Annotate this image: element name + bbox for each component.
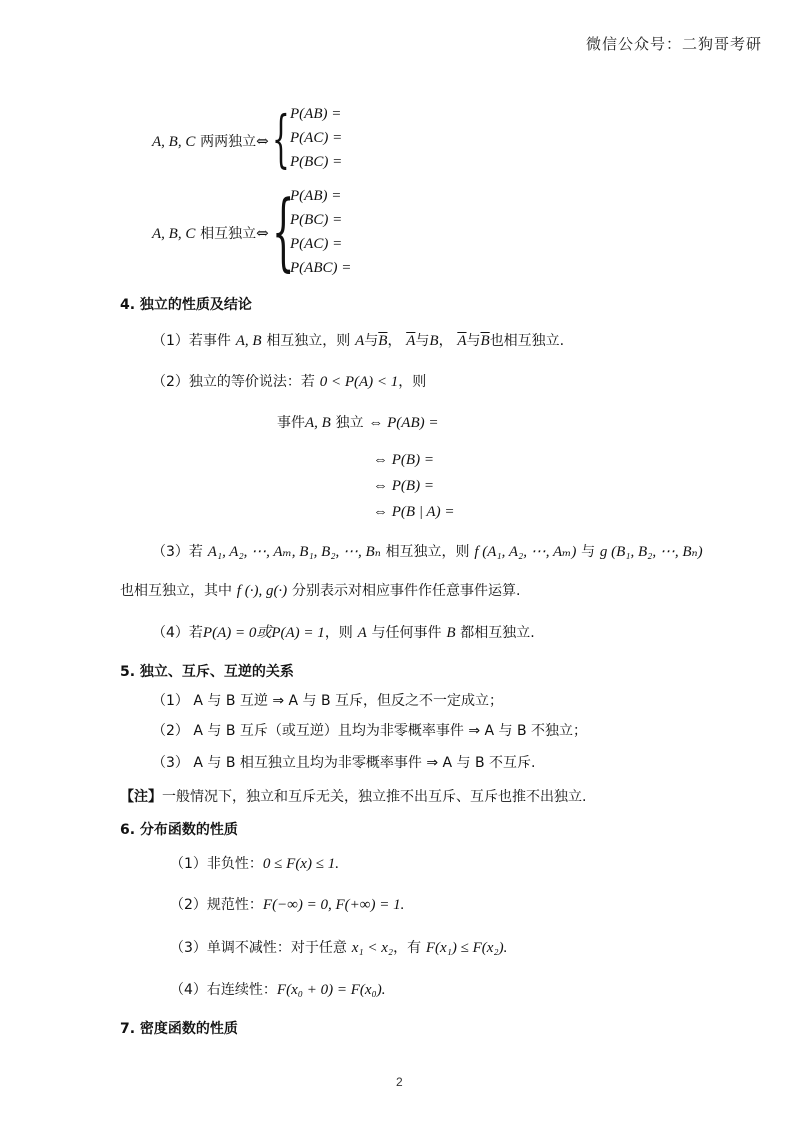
s4i2-suffix: ，则: [398, 374, 427, 390]
section-6-item-2: [170, 894, 404, 915]
s4i4-cond: P(A) = 0或P(A) = 1: [202, 625, 325, 641]
s4i2-eq-2: ⇔ P(B) =: [373, 452, 434, 468]
mutual-label-text: 相互独立: [200, 226, 257, 242]
s4i1-yu2: 与: [415, 333, 430, 349]
s4i3-g: g (B₁, B₂, ⋯, Bₙ): [599, 544, 703, 560]
s4i2-eq-3: ⇔ P(B) =: [373, 478, 434, 494]
s4i3-l2-suffix: 分别表示对相应事件作任意事件运算.: [291, 583, 521, 599]
s4i3-l2-prefix: 也相互独立，其中: [120, 583, 232, 599]
section-5-title: 5. 独立、互斥、互逆的关系: [120, 664, 294, 680]
s6i3-math: F(x₁) ≤ F(x₂).: [425, 940, 508, 956]
section-4-item-2: [152, 371, 426, 392]
s4i4-a: A: [357, 625, 367, 641]
s4i3-fg: f (·), g(·): [236, 583, 288, 599]
note-text: 一般情况下，独立和互斥无关，独立推不出互斥、互斥也推不出独立.: [162, 789, 587, 805]
s6i1-label: （1）非负性：: [170, 856, 263, 872]
mutual-brace: {: [272, 182, 295, 280]
s4i4-prefix: （4）若: [152, 625, 203, 641]
section-4-item-1: （1）若事件 A, B 相互独立，则 A与$\overline{B}$， $\overline{A}$与B， $\overline{A}$与$\overline{B}$也相互独立.: [152, 333, 565, 349]
s6i4-label: （4）右连续性：: [170, 982, 277, 998]
section-5-note: [120, 786, 586, 807]
s4i2-eq-1: ⇔ P(AB) =: [368, 415, 439, 431]
pairwise-events: A, B, C: [152, 134, 196, 150]
pairwise-brace: {: [272, 102, 290, 175]
s4i1-events: A, B: [235, 333, 262, 349]
s4i2-eq-head: [277, 412, 439, 433]
s4i4-rest: 与任何事件: [371, 625, 442, 641]
s4i1-middle: 相互独立，则: [266, 333, 351, 349]
s4i4-suffix: 都相互独立.: [460, 625, 535, 641]
section-6-item-3: [170, 937, 507, 958]
s4i1-pair3b: $\overline{B}$: [480, 333, 490, 349]
s4i4-middle: ，则: [324, 625, 353, 641]
pairwise-line-3: P(BC) =: [290, 154, 343, 170]
pairwise-label-text: 两两独立: [200, 134, 257, 150]
s4i2-eq-label: 事件: [277, 415, 305, 431]
mutual-line-2: P(BC) =: [290, 212, 343, 228]
s4i1-pair1a: A: [355, 333, 365, 349]
s4i4-b: B: [446, 625, 456, 641]
section-4-item-4: [152, 622, 535, 643]
s4i1-yu3: 与: [466, 333, 481, 349]
mutual-line-1: P(AB) =: [290, 188, 342, 204]
s4i1-suffix: 也相互独立.: [489, 333, 565, 349]
s4i2-eq-4: ⇔ P(B | A) =: [373, 504, 455, 520]
s6i2-label: （2）规范性：: [170, 897, 263, 913]
pairwise-line-2: P(AC) =: [290, 130, 343, 146]
s4i2-prefix: （2）独立的等价说法：若: [152, 374, 315, 390]
s6i2-math: F(−∞) = 0, F(+∞) = 1.: [262, 897, 405, 913]
s4i1-pair2b: B: [429, 333, 439, 349]
section-4-item-3-line-2: [120, 580, 520, 601]
mutual-line-4: P(ABC) =: [290, 260, 352, 276]
s4i1-prefix: （1）若事件: [152, 333, 231, 349]
section-4-title: 4. 独立的性质及结论: [120, 297, 252, 313]
section-7-title: 7. 密度函数的性质: [120, 1021, 238, 1037]
pairwise-label: [152, 131, 269, 152]
section-6-item-1: [170, 853, 339, 874]
header-watermark: 微信公众号：二狗哥考研: [585, 35, 762, 53]
section-5-item-1: （1） A 与 B 互逆 ⇒ A 与 B 互斥，但反之不一定成立；: [152, 693, 504, 709]
s6i4-math: F(x₀ + 0) = F(x₀).: [276, 982, 386, 998]
s4i3-prefix: （3）若: [152, 544, 203, 560]
s6i3-mid: ，有: [393, 940, 422, 956]
s4i3-seq: A₁, A₂, ⋯, Aₘ, B₁, B₂, ⋯, Bₙ: [207, 544, 381, 560]
section-5-item-2: （2） A 与 B 互斥（或互逆）且均为非零概率事件 ⇒ A 与 B 不独立；: [152, 723, 588, 739]
pairwise-line-1: P(AB) =: [290, 106, 342, 122]
page-number: 2: [396, 1075, 403, 1089]
mutual-iff: ⇔: [256, 224, 269, 242]
s4i3-f: f (A₁, A₂, ⋯, Aₘ): [474, 544, 577, 560]
s6i1-math: 0 ≤ F(x) ≤ 1.: [262, 856, 339, 872]
section-4-item-3: [152, 541, 703, 562]
section-5-item-3: （3） A 与 B 相互独立且均为非零概率事件 ⇒ A 与 B 不互斥.: [152, 755, 536, 771]
s4i1-yu1: 与: [364, 333, 379, 349]
mutual-events: A, B, C: [152, 226, 196, 242]
section-6-title: 6. 分布函数的性质: [120, 822, 238, 838]
pairwise-iff: ⇔: [256, 132, 269, 150]
s4i3-middle: 相互独立，则: [385, 544, 470, 560]
s6i3-label: （3）单调不减性：对于任意: [170, 940, 347, 956]
s4i1-pair2a: $\overline{A}$: [406, 333, 416, 349]
s4i1-pair3a: $\overline{A}$: [457, 333, 467, 349]
s4i3-yu: 与: [581, 544, 596, 560]
s4i1-pair1b: $\overline{B}$: [378, 333, 388, 349]
s4i2-eq-label2: 独立: [335, 415, 364, 431]
mutual-line-3: P(AC) =: [290, 236, 343, 252]
s4i2-cond: 0 < P(A) < 1: [319, 374, 399, 390]
mutual-label: [152, 223, 269, 244]
s4i2-eq-events: A, B: [305, 415, 331, 431]
note-tag: 【注】: [120, 789, 162, 805]
section-6-item-4: [170, 979, 385, 1000]
s6i3-cond: x₁ < x₂: [351, 940, 394, 956]
